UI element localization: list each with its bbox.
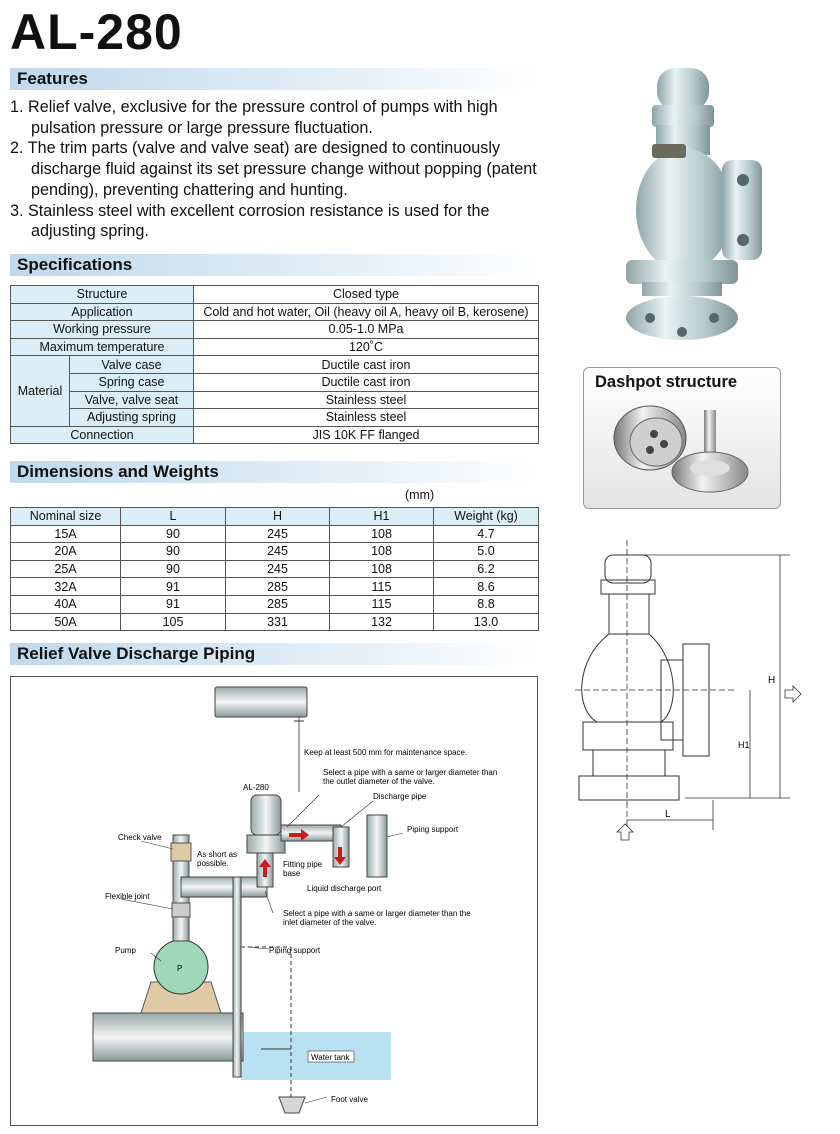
- label-p: P: [177, 964, 183, 973]
- table-cell: 90: [121, 560, 226, 578]
- spec-value: Closed type: [194, 286, 539, 304]
- column-header: L: [121, 508, 226, 526]
- label-select-outlet: the outlet diameter of the valve.: [323, 777, 435, 786]
- feature-item: 1. Relief valve, exclusive for the pressure control of pumps with high pulsation pressure or large pressure fluctuation.: [10, 98, 498, 137]
- spec-value: Stainless steel: [194, 391, 539, 409]
- label-piping-support: Piping support: [407, 825, 459, 834]
- table-cell: 91: [121, 595, 226, 613]
- unit-label: (mm): [405, 488, 435, 502]
- section-header-dimensions: Dimensions and Weights: [10, 461, 538, 483]
- features-list: [10, 97, 540, 242]
- dashpot-panel: [583, 367, 781, 509]
- spec-value: JIS 10K FF flanged: [194, 426, 539, 444]
- spec-label: Working pressure: [11, 321, 194, 339]
- table-cell: 91: [121, 578, 226, 596]
- dim-l-label: L: [665, 809, 671, 820]
- label-fitting: base: [283, 869, 301, 878]
- table-cell: 245: [226, 560, 330, 578]
- dim-h-label: H: [768, 675, 776, 686]
- table-row: [11, 543, 539, 561]
- table-cell: 285: [226, 578, 330, 596]
- label-as-short: possible.: [197, 859, 229, 868]
- label-select-inlet: Select a pipe with a same or larger diameter than the: [283, 909, 471, 918]
- piping-diagram-frame: [10, 676, 538, 1126]
- table-row: [11, 613, 539, 631]
- column-header: H1: [330, 508, 434, 526]
- spec-value: Stainless steel: [194, 409, 539, 427]
- label-pump: Pump: [115, 946, 136, 955]
- spec-sublabel: Adjusting spring: [70, 409, 194, 427]
- table-cell: 8.8: [434, 595, 539, 613]
- table-cell: 25A: [11, 560, 121, 578]
- label-liquid-port: Liquid discharge port: [307, 884, 382, 893]
- spec-value: Cold and hot water, Oil (heavy oil A, heavy oil B, kerosene): [194, 303, 539, 321]
- table-cell: 115: [330, 578, 434, 596]
- table-cell: 115: [330, 595, 434, 613]
- table-cell: 108: [330, 543, 434, 561]
- feature-item: 3. Stainless steel with excellent corrosion resistance is used for the adjusting spring.: [10, 201, 490, 241]
- section-header-piping: Relief Valve Discharge Piping: [10, 643, 538, 665]
- spec-value: Ductile cast iron: [194, 356, 539, 374]
- table-cell: 245: [226, 543, 330, 561]
- spec-value: 0.05-1.0 MPa: [194, 321, 539, 339]
- outlet-arrow-icon: [785, 686, 801, 702]
- dimensions-header-row: [11, 508, 539, 526]
- spec-sublabel: Valve case: [70, 356, 194, 374]
- spec-row: [11, 426, 539, 444]
- spec-row: [11, 356, 539, 374]
- spec-label: Application: [11, 303, 194, 321]
- label-keep: Keep at least 500 mm for maintenance space.: [304, 748, 468, 757]
- spec-row: [11, 409, 539, 427]
- table-cell: 90: [121, 525, 226, 543]
- table-cell: 132: [330, 613, 434, 631]
- dim-h1-label: H1: [738, 740, 750, 750]
- table-row: [11, 595, 539, 613]
- table-cell: 6.2: [434, 560, 539, 578]
- dashpot-photo: [604, 398, 774, 506]
- label-water-tank: Water tank: [311, 1053, 350, 1062]
- table-cell: 40A: [11, 595, 121, 613]
- spec-row: [11, 321, 539, 339]
- table-cell: 4.7: [434, 525, 539, 543]
- valve-photo: [612, 60, 782, 345]
- dimension-drawing: [575, 540, 805, 850]
- spec-label-material: Material: [11, 356, 70, 426]
- table-cell: 8.6: [434, 578, 539, 596]
- spec-row: [11, 338, 539, 356]
- column-header: Nominal size: [11, 508, 121, 526]
- column-header: H: [226, 508, 330, 526]
- table-cell: 90: [121, 543, 226, 561]
- feature-item: 2. The trim parts (valve and valve seat) are designed to continuously discharge fluid against its set pressure change without popping (patent pending), preventing chattering and hunting.: [10, 139, 537, 199]
- table-cell: 32A: [11, 578, 121, 596]
- spec-value: Ductile cast iron: [194, 373, 539, 391]
- table-cell: 331: [226, 613, 330, 631]
- table-cell: 5.0: [434, 543, 539, 561]
- table-cell: 15A: [11, 525, 121, 543]
- spec-label: Maximum temperature: [11, 338, 194, 356]
- table-row: [11, 578, 539, 596]
- table-row: [11, 560, 539, 578]
- column-header: Weight (kg): [434, 508, 539, 526]
- table-cell: 285: [226, 595, 330, 613]
- section-header-specifications: Specifications: [10, 254, 538, 276]
- spec-value: 120˚C: [194, 338, 539, 356]
- label-piping-support-2: Piping support: [269, 946, 321, 955]
- label-fitting: Fitting pipe: [283, 860, 323, 869]
- spec-sublabel: Spring case: [70, 373, 194, 391]
- spec-row: [11, 286, 539, 304]
- inlet-arrow-icon: [617, 824, 633, 840]
- table-cell: 108: [330, 525, 434, 543]
- spec-sublabel: Valve, valve seat: [70, 391, 194, 409]
- table-cell: 108: [330, 560, 434, 578]
- specifications-table: [10, 285, 539, 444]
- spec-label: Structure: [11, 286, 194, 304]
- label-check-valve: Check valve: [118, 833, 162, 842]
- label-al280: AL-280: [243, 783, 269, 792]
- spec-row: [11, 391, 539, 409]
- spec-label: Connection: [11, 426, 194, 444]
- label-select-inlet: inlet diameter of the valve.: [283, 918, 377, 927]
- page-title: AL-280: [10, 4, 183, 60]
- dimensions-table: [10, 507, 539, 631]
- label-foot-valve: Foot valve: [331, 1095, 368, 1104]
- table-cell: 50A: [11, 613, 121, 631]
- table-row: [11, 525, 539, 543]
- table-cell: 105: [121, 613, 226, 631]
- piping-diagram: [11, 677, 537, 1125]
- label-flexible-joint: Flexible joint: [105, 892, 150, 901]
- label-as-short: As short as: [197, 850, 238, 859]
- dashpot-title: Dashpot structure: [595, 373, 738, 391]
- label-discharge-pipe: Discharge pipe: [373, 792, 427, 801]
- spec-row: [11, 303, 539, 321]
- dimensions-body: [11, 525, 539, 631]
- spec-row: [11, 373, 539, 391]
- section-header-features: Features: [10, 68, 538, 90]
- table-cell: 20A: [11, 543, 121, 561]
- label-select-outlet: Select a pipe with a same or larger diameter than: [323, 768, 498, 777]
- table-cell: 245: [226, 525, 330, 543]
- table-cell: 13.0: [434, 613, 539, 631]
